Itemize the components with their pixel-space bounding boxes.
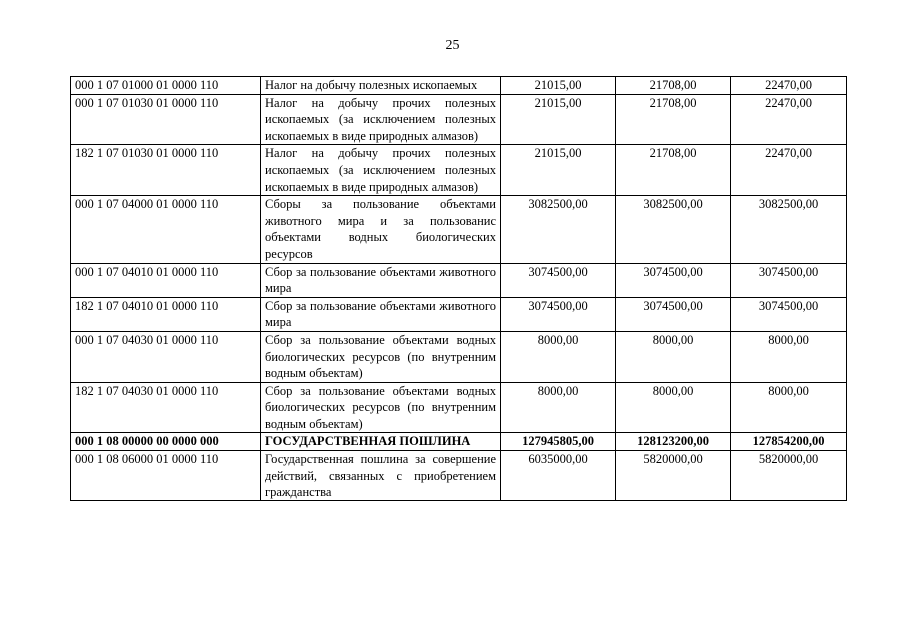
- table-row: [71, 77, 847, 95]
- revenue-name-cell: Налог на добычу прочих полезных ископаемых (за исключением полезных ископаемых в виде природных алмазов): [261, 94, 501, 145]
- amount-year2-cell: 21708,00: [616, 94, 731, 145]
- budget-code-cell: 182 1 07 04030 01 0000 110: [71, 382, 261, 433]
- budget-code-cell: 000 1 07 04030 01 0000 110: [71, 331, 261, 382]
- amount-year1-cell: 3082500,00: [501, 196, 616, 263]
- table-row: [71, 433, 847, 451]
- amount-year2-cell: 3074500,00: [616, 297, 731, 331]
- revenue-name-text: Государственная пошлина за совершение действий, связанных с приобретением гражданства: [265, 452, 496, 500]
- table-row: [71, 451, 847, 501]
- revenue-name-cell: Сбор за пользование объектами животного мира: [261, 263, 501, 297]
- table-body: [71, 77, 847, 501]
- amount-year3-cell: 8000,00: [731, 331, 847, 382]
- amount-year2-cell: 128123200,00: [616, 433, 731, 451]
- amount-year1-cell: 21015,00: [501, 94, 616, 145]
- page-number: 25: [445, 38, 460, 53]
- amount-year2-cell: 3082500,00: [616, 196, 731, 263]
- revenue-name-cell: Сборы за пользование объектами животного мира и за пользованис объектами водных биологических ресурсов: [261, 196, 501, 263]
- amount-year1-cell: 8000,00: [501, 331, 616, 382]
- amount-year1-cell: 21015,00: [501, 145, 616, 196]
- amount-year3-cell: 3074500,00: [731, 297, 847, 331]
- amount-year2-cell: 8000,00: [616, 331, 731, 382]
- budget-code-cell: 000 1 07 01030 01 0000 110: [71, 94, 261, 145]
- budget-code-cell: 000 1 07 04000 01 0000 110: [71, 196, 261, 263]
- amount-year3-cell: 5820000,00: [731, 451, 847, 501]
- amount-year3-cell: 8000,00: [731, 382, 847, 433]
- amount-year2-cell: 21708,00: [616, 145, 731, 196]
- revenue-name-cell: ГОСУДАРСТВЕННАЯ ПОШЛИНА: [261, 433, 501, 451]
- budget-code-cell: 000 1 07 04010 01 0000 110: [71, 263, 261, 297]
- table-row: [71, 145, 847, 196]
- table-row: [71, 331, 847, 382]
- revenue-name-cell: [261, 451, 501, 501]
- amount-year3-cell: 22470,00: [731, 145, 847, 196]
- amount-year2-cell: 3074500,00: [616, 263, 731, 297]
- amount-year1-cell: 6035000,00: [501, 451, 616, 501]
- amount-year3-cell: 22470,00: [731, 77, 847, 95]
- revenue-name-cell: Сбор за пользование объектами водных биологических ресурсов (по внутренним водным объектам): [261, 382, 501, 433]
- budget-code-cell: 000 1 07 01000 01 0000 110: [71, 77, 261, 95]
- budget-revenue-table: [70, 76, 847, 501]
- table-row: [71, 94, 847, 145]
- amount-year3-cell: 127854200,00: [731, 433, 847, 451]
- revenue-name-cell: Сбор за пользование объектами водных биологических ресурсов (по внутренним водным объектам): [261, 331, 501, 382]
- amount-year3-cell: 3074500,00: [731, 263, 847, 297]
- table-row: [71, 263, 847, 297]
- table-row: [71, 196, 847, 263]
- table-row: [71, 297, 847, 331]
- amount-year1-cell: 8000,00: [501, 382, 616, 433]
- budget-code-cell: 000 1 08 06000 01 0000 110: [71, 451, 261, 501]
- amount-year2-cell: 8000,00: [616, 382, 731, 433]
- amount-year1-cell: 3074500,00: [501, 297, 616, 331]
- revenue-name-cell: Налог на добычу полезных ископаемых: [261, 77, 501, 95]
- amount-year3-cell: 22470,00: [731, 94, 847, 145]
- table-row: [71, 382, 847, 433]
- budget-code-cell: 182 1 07 01030 01 0000 110: [71, 145, 261, 196]
- revenue-name-cell: Налог на добычу прочих полезных ископаемых (за исключением полезных ископаемых в виде природных алмазов): [261, 145, 501, 196]
- amount-year2-cell: 5820000,00: [616, 451, 731, 501]
- budget-code-cell: 000 1 08 00000 00 0000 000: [71, 433, 261, 451]
- amount-year1-cell: 3074500,00: [501, 263, 616, 297]
- revenue-name-cell: Сбор за пользование объектами животного мира: [261, 297, 501, 331]
- amount-year1-cell: 127945805,00: [501, 433, 616, 451]
- budget-code-cell: 182 1 07 04010 01 0000 110: [71, 297, 261, 331]
- amount-year3-cell: 3082500,00: [731, 196, 847, 263]
- amount-year1-cell: 21015,00: [501, 77, 616, 95]
- amount-year2-cell: 21708,00: [616, 77, 731, 95]
